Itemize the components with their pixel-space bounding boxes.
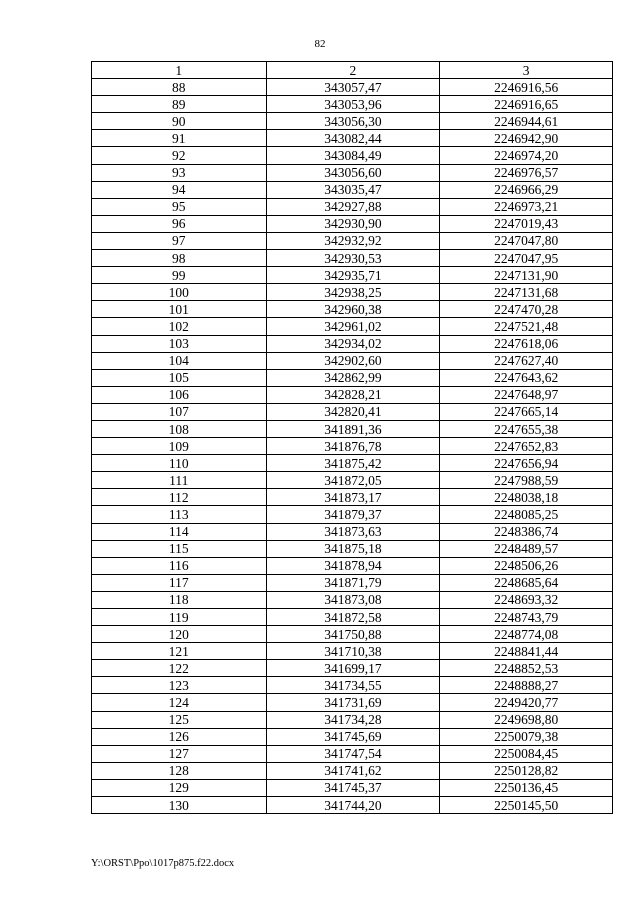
y-coordinate-cell: 2246916,56 [440,79,613,96]
y-coordinate-cell: 2247656,94 [440,455,613,472]
y-coordinate-cell: 2247047,95 [440,250,613,267]
x-coordinate-cell: 342902,60 [266,352,440,369]
table-row [92,250,613,267]
table-row [92,557,613,574]
y-coordinate-cell: 2247521,48 [440,318,613,335]
y-coordinate-cell: 2247470,28 [440,301,613,318]
y-coordinate-cell: 2247131,90 [440,267,613,284]
point-number-cell: 108 [92,420,267,437]
x-coordinate-cell: 341699,17 [266,660,440,677]
table-row [92,489,613,506]
point-number-cell: 103 [92,335,267,352]
y-coordinate-cell: 2246916,65 [440,96,613,113]
table-row [92,147,613,164]
x-coordinate-cell: 342934,02 [266,335,440,352]
x-coordinate-cell: 343056,60 [266,164,440,181]
table-row [92,694,613,711]
x-coordinate-cell: 341741,62 [266,762,440,779]
table-row [92,455,613,472]
table-row [92,198,613,215]
y-coordinate-cell: 2248774,08 [440,626,613,643]
table-row [92,677,613,694]
y-coordinate-cell: 2250084,45 [440,745,613,762]
point-number-cell: 95 [92,198,267,215]
y-coordinate-cell: 2250079,38 [440,728,613,745]
table-row [92,369,613,386]
y-coordinate-cell: 2248085,25 [440,506,613,523]
x-coordinate-cell: 342820,41 [266,403,440,420]
x-coordinate-cell: 341744,20 [266,797,440,814]
x-coordinate-cell: 343057,47 [266,79,440,96]
table-row [92,420,613,437]
table-row [92,591,613,608]
y-coordinate-cell: 2248038,18 [440,489,613,506]
coordinates-table [91,61,613,814]
x-coordinate-cell: 341872,58 [266,609,440,626]
y-coordinate-cell: 2247652,83 [440,438,613,455]
x-coordinate-cell: 342862,99 [266,369,440,386]
point-number-cell: 98 [92,250,267,267]
table-header-row [92,62,613,79]
point-number-cell: 112 [92,489,267,506]
point-number-cell: 93 [92,164,267,181]
y-coordinate-cell: 2247019,43 [440,215,613,232]
x-coordinate-cell: 341745,37 [266,779,440,796]
point-number-cell: 111 [92,472,267,489]
x-coordinate-cell: 342930,90 [266,215,440,232]
column-header-2: 2 [266,62,440,79]
x-coordinate-cell: 341734,55 [266,677,440,694]
table-row [92,130,613,147]
point-number-cell: 119 [92,609,267,626]
table-row [92,438,613,455]
point-number-cell: 127 [92,745,267,762]
point-number-cell: 92 [92,147,267,164]
x-coordinate-cell: 342938,25 [266,284,440,301]
point-number-cell: 121 [92,643,267,660]
point-number-cell: 120 [92,626,267,643]
y-coordinate-cell: 2247988,59 [440,472,613,489]
table-row [92,523,613,540]
y-coordinate-cell: 2248888,27 [440,677,613,694]
x-coordinate-cell: 341875,18 [266,540,440,557]
x-coordinate-cell: 341731,69 [266,694,440,711]
y-coordinate-cell: 2247131,68 [440,284,613,301]
column-header-1: 1 [92,62,267,79]
table-row [92,574,613,591]
x-coordinate-cell: 342960,38 [266,301,440,318]
point-number-cell: 118 [92,591,267,608]
y-coordinate-cell: 2247655,38 [440,420,613,437]
point-number-cell: 99 [92,267,267,284]
point-number-cell: 125 [92,711,267,728]
table-row [92,472,613,489]
y-coordinate-cell: 2247665,14 [440,403,613,420]
x-coordinate-cell: 343035,47 [266,181,440,198]
y-coordinate-cell: 2247618,06 [440,335,613,352]
table-row [92,506,613,523]
point-number-cell: 115 [92,540,267,557]
table-row [92,352,613,369]
point-number-cell: 109 [92,438,267,455]
table-row [92,745,613,762]
point-number-cell: 94 [92,181,267,198]
column-header-3: 3 [440,62,613,79]
table-body [92,79,613,814]
x-coordinate-cell: 341734,28 [266,711,440,728]
point-number-cell: 96 [92,215,267,232]
y-coordinate-cell: 2250128,82 [440,762,613,779]
point-number-cell: 104 [92,352,267,369]
table-row [92,711,613,728]
point-number-cell: 91 [92,130,267,147]
y-coordinate-cell: 2248506,26 [440,557,613,574]
x-coordinate-cell: 341873,63 [266,523,440,540]
y-coordinate-cell: 2248852,53 [440,660,613,677]
x-coordinate-cell: 341871,79 [266,574,440,591]
x-coordinate-cell: 341891,36 [266,420,440,437]
x-coordinate-cell: 341873,17 [266,489,440,506]
point-number-cell: 114 [92,523,267,540]
point-number-cell: 113 [92,506,267,523]
x-coordinate-cell: 341879,37 [266,506,440,523]
table-row [92,284,613,301]
y-coordinate-cell: 2246973,21 [440,198,613,215]
table-row [92,609,613,626]
point-number-cell: 105 [92,369,267,386]
y-coordinate-cell: 2246976,57 [440,164,613,181]
y-coordinate-cell: 2246942,90 [440,130,613,147]
y-coordinate-cell: 2246944,61 [440,113,613,130]
table-row [92,318,613,335]
point-number-cell: 123 [92,677,267,694]
point-number-cell: 106 [92,386,267,403]
table-row [92,728,613,745]
table-row [92,181,613,198]
y-coordinate-cell: 2248743,79 [440,609,613,626]
x-coordinate-cell: 342961,02 [266,318,440,335]
x-coordinate-cell: 343082,44 [266,130,440,147]
y-coordinate-cell: 2250136,45 [440,779,613,796]
table-row [92,164,613,181]
page-number: 82 [314,38,326,50]
table-row [92,660,613,677]
point-number-cell: 101 [92,301,267,318]
y-coordinate-cell: 2248685,64 [440,574,613,591]
y-coordinate-cell: 2248693,32 [440,591,613,608]
point-number-cell: 128 [92,762,267,779]
table-row [92,643,613,660]
point-number-cell: 117 [92,574,267,591]
x-coordinate-cell: 341876,78 [266,438,440,455]
y-coordinate-cell: 2247627,40 [440,352,613,369]
table-row [92,797,613,814]
table-row [92,762,613,779]
x-coordinate-cell: 341750,88 [266,626,440,643]
x-coordinate-cell: 343084,49 [266,147,440,164]
table-row [92,96,613,113]
point-number-cell: 89 [92,96,267,113]
table-row [92,215,613,232]
y-coordinate-cell: 2247047,80 [440,232,613,249]
point-number-cell: 100 [92,284,267,301]
point-number-cell: 88 [92,79,267,96]
x-coordinate-cell: 341873,08 [266,591,440,608]
x-coordinate-cell: 342930,53 [266,250,440,267]
x-coordinate-cell: 342828,21 [266,386,440,403]
x-coordinate-cell: 342932,92 [266,232,440,249]
table-row [92,540,613,557]
x-coordinate-cell: 342935,71 [266,267,440,284]
point-number-cell: 122 [92,660,267,677]
y-coordinate-cell: 2246974,20 [440,147,613,164]
point-number-cell: 126 [92,728,267,745]
table-row [92,79,613,96]
x-coordinate-cell: 343053,96 [266,96,440,113]
point-number-cell: 116 [92,557,267,574]
y-coordinate-cell: 2247648,97 [440,386,613,403]
y-coordinate-cell: 2250145,50 [440,797,613,814]
table-row [92,232,613,249]
point-number-cell: 107 [92,403,267,420]
table-row [92,386,613,403]
point-number-cell: 129 [92,779,267,796]
y-coordinate-cell: 2247643,62 [440,369,613,386]
point-number-cell: 130 [92,797,267,814]
table-row [92,779,613,796]
x-coordinate-cell: 341745,69 [266,728,440,745]
table-row [92,335,613,352]
table-row [92,301,613,318]
point-number-cell: 90 [92,113,267,130]
x-coordinate-cell: 341710,38 [266,643,440,660]
point-number-cell: 110 [92,455,267,472]
x-coordinate-cell: 341875,42 [266,455,440,472]
file-path-footer: Y:\ORST\Ppo\1017p875.f22.docx [91,858,235,869]
table-row [92,626,613,643]
x-coordinate-cell: 341878,94 [266,557,440,574]
x-coordinate-cell: 342927,88 [266,198,440,215]
y-coordinate-cell: 2248489,57 [440,540,613,557]
table-row [92,113,613,130]
y-coordinate-cell: 2248386,74 [440,523,613,540]
y-coordinate-cell: 2249698,80 [440,711,613,728]
y-coordinate-cell: 2249420,77 [440,694,613,711]
x-coordinate-cell: 341747,54 [266,745,440,762]
y-coordinate-cell: 2248841,44 [440,643,613,660]
point-number-cell: 124 [92,694,267,711]
x-coordinate-cell: 343056,30 [266,113,440,130]
point-number-cell: 97 [92,232,267,249]
table-row [92,403,613,420]
point-number-cell: 102 [92,318,267,335]
table-row [92,267,613,284]
y-coordinate-cell: 2246966,29 [440,181,613,198]
x-coordinate-cell: 341872,05 [266,472,440,489]
